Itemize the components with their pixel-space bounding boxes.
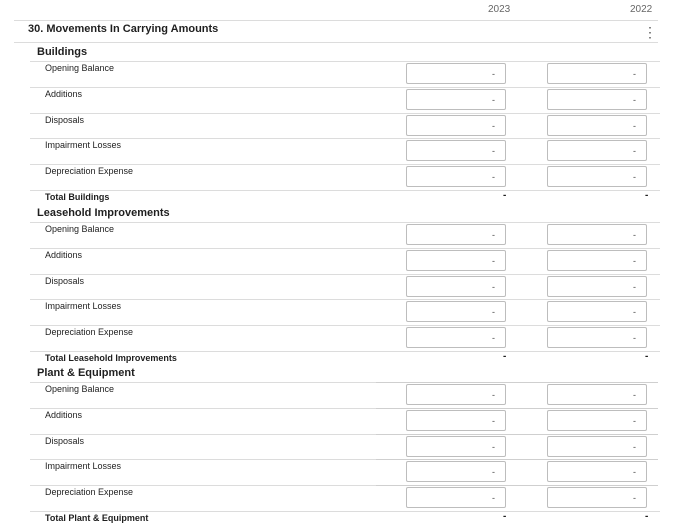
input-2022-value: -	[633, 441, 636, 452]
total-label: Total Plant & Equipment	[45, 513, 149, 523]
section-heading: Leasehold Improvements	[37, 207, 170, 219]
input-2023-value: -	[492, 69, 495, 79]
input-2022-value: -	[633, 69, 636, 79]
input-2022[interactable]	[547, 384, 647, 405]
input-2022-value: -	[633, 333, 636, 344]
input-2023-value: -	[492, 390, 495, 400]
title-divider	[14, 42, 658, 43]
row-label: Additions	[45, 409, 83, 420]
input-2023[interactable]	[406, 250, 506, 271]
input-2023[interactable]	[406, 410, 506, 431]
row-label: Impairment Losses	[45, 301, 122, 312]
input-2023[interactable]	[406, 487, 506, 508]
table-row	[0, 221, 688, 247]
input-2022-value: -	[633, 255, 636, 266]
input-2022[interactable]	[547, 410, 647, 431]
year-2022-header: 2022	[630, 4, 653, 15]
table-row	[0, 273, 688, 299]
row-label: Depreciation Expense	[45, 327, 134, 338]
table-row	[0, 60, 688, 86]
table-row	[0, 137, 688, 163]
input-2022[interactable]	[547, 250, 647, 271]
total-2022-value: -	[645, 190, 649, 201]
input-2023[interactable]	[406, 327, 506, 348]
input-2022-value: -	[633, 172, 636, 183]
input-2022-value: -	[633, 415, 636, 426]
row-label: Impairment Losses	[45, 140, 122, 151]
total-divider	[30, 190, 660, 191]
row-label: Depreciation Expense	[45, 487, 134, 498]
input-2023-value: -	[492, 172, 495, 183]
input-2022[interactable]	[547, 115, 647, 136]
row-label: Disposals	[45, 275, 85, 286]
section-heading: Plant & Equipment	[37, 367, 135, 379]
input-2023-value: -	[492, 94, 495, 105]
input-2022[interactable]	[547, 140, 647, 161]
input-2022[interactable]	[547, 487, 647, 508]
table-row	[0, 458, 688, 484]
input-2022-value: -	[633, 467, 636, 478]
table-row	[0, 163, 688, 189]
total-divider	[30, 511, 660, 512]
row-label: Disposals	[45, 114, 85, 125]
table-row	[0, 381, 688, 407]
input-2023[interactable]	[406, 461, 506, 482]
input-2023-value: -	[492, 333, 495, 344]
row-label: Additions	[45, 88, 83, 99]
table-row	[0, 298, 688, 324]
table-row	[0, 324, 688, 350]
row-label: Impairment Losses	[45, 461, 122, 472]
row-label: Disposals	[45, 435, 85, 446]
input-2023[interactable]	[406, 89, 506, 110]
input-2023[interactable]	[406, 301, 506, 322]
input-2023-value: -	[492, 441, 495, 452]
total-2023-value: -	[503, 351, 507, 362]
input-2023[interactable]	[406, 276, 506, 297]
input-2023[interactable]	[406, 436, 506, 457]
input-2023-value: -	[492, 146, 495, 157]
total-2022-value: -	[645, 351, 649, 362]
input-2023[interactable]	[406, 224, 506, 245]
table-row	[0, 247, 688, 273]
row-label: Additions	[45, 249, 83, 260]
input-2023-value: -	[492, 467, 495, 478]
section-heading: Buildings	[37, 46, 88, 58]
year-2023-header: 2023	[488, 4, 511, 15]
input-2023[interactable]	[406, 140, 506, 161]
input-2023-value: -	[492, 415, 495, 426]
input-2022-value: -	[633, 120, 636, 131]
input-2022[interactable]	[547, 327, 647, 348]
input-2023[interactable]	[406, 384, 506, 405]
input-2023-value: -	[492, 230, 495, 240]
input-2022-value: -	[633, 94, 636, 105]
total-2023-value: -	[503, 190, 507, 201]
input-2023-value: -	[492, 281, 495, 292]
input-2022[interactable]	[547, 461, 647, 482]
input-2022-value: -	[633, 146, 636, 157]
input-2022[interactable]	[547, 436, 647, 457]
more-options-icon[interactable]: ⋮	[643, 24, 657, 40]
input-2022[interactable]	[547, 63, 647, 84]
row-label: Depreciation Expense	[45, 166, 134, 177]
input-2023[interactable]	[406, 166, 506, 187]
total-2023-value: -	[503, 511, 507, 522]
input-2022[interactable]	[547, 89, 647, 110]
input-2022-value: -	[633, 230, 636, 240]
input-2023-value: -	[492, 120, 495, 131]
input-2022[interactable]	[547, 224, 647, 245]
table-row	[0, 433, 688, 459]
input-2022[interactable]	[547, 301, 647, 322]
input-2023-value: -	[492, 493, 495, 504]
row-label: Opening Balance	[45, 63, 115, 73]
total-label: Total Buildings	[45, 192, 110, 202]
input-2023-value: -	[492, 307, 495, 318]
row-label: Opening Balance	[45, 384, 115, 394]
input-2022[interactable]	[547, 166, 647, 187]
table-row	[0, 407, 688, 433]
table-row	[0, 484, 688, 510]
total-label: Total Leasehold Improvements	[45, 353, 177, 363]
input-2022[interactable]	[547, 276, 647, 297]
input-2023[interactable]	[406, 115, 506, 136]
input-2022-value: -	[633, 390, 636, 400]
total-2022-value: -	[645, 511, 649, 522]
table-row	[0, 86, 688, 112]
header-divider	[14, 20, 658, 21]
page-title: 30. Movements In Carrying Amounts	[28, 23, 219, 35]
input-2022-value: -	[633, 281, 636, 292]
input-2023[interactable]	[406, 63, 506, 84]
total-divider	[30, 351, 660, 352]
input-2022-value: -	[633, 307, 636, 318]
input-2022-value: -	[633, 493, 636, 504]
table-row	[0, 112, 688, 138]
input-2023-value: -	[492, 255, 495, 266]
row-label: Opening Balance	[45, 224, 115, 234]
